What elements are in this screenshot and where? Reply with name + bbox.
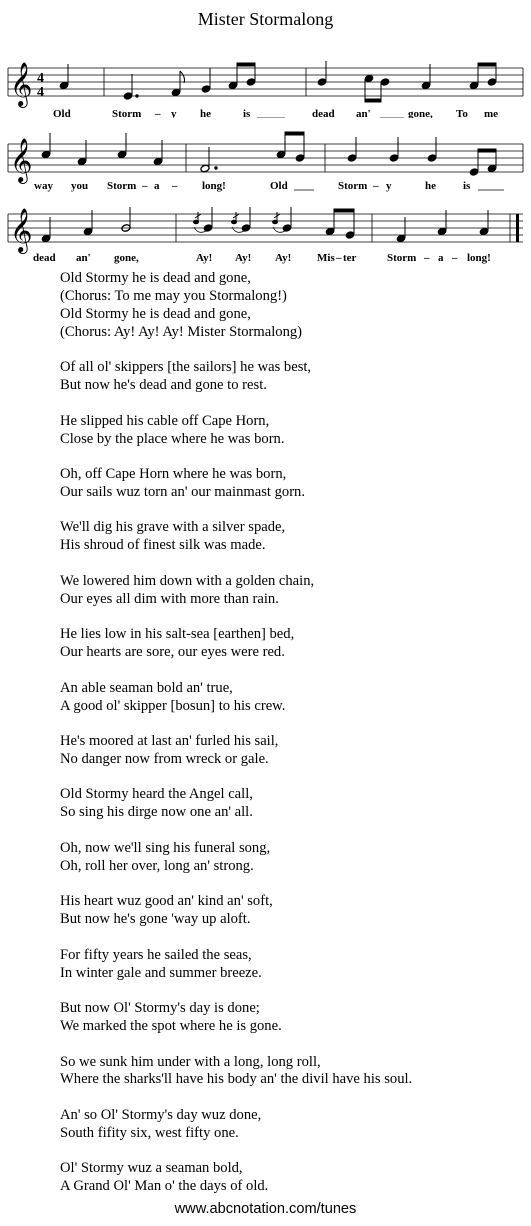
note (437, 227, 447, 235)
stanza-line: Our sails wuz torn an' our mainmast gorn. (60, 483, 306, 500)
note (317, 78, 327, 86)
stanza (60, 840, 412, 876)
lyric: Storm (387, 252, 417, 264)
stanza-line: Our hearts are sore, our eyes were red. (60, 644, 285, 661)
note (59, 81, 69, 89)
stanza (60, 1107, 412, 1143)
stanza-line: We'll dig his grave with a silver spade, (60, 519, 286, 536)
lyric: Storm (338, 180, 368, 192)
note (347, 154, 357, 162)
stanza-line: A good ol' skipper [bosun] to his crew. (60, 697, 286, 714)
stanza-line: Where the sharks'll have his body an' the divil have his soul. (60, 1071, 413, 1088)
stanza-line: He's moored at last an' furled his sail, (60, 733, 279, 750)
lyric: Ay! (275, 252, 292, 264)
lyric: you (71, 180, 89, 192)
stanza (60, 680, 412, 716)
note (246, 78, 256, 86)
note (469, 81, 479, 89)
stanza-line: Old Stormy heard the Angel call, (60, 786, 253, 803)
stanza-line: (Chorus: Ay! Ay! Ay! Mister Stormalong) (60, 323, 303, 340)
lyric: Storm (112, 108, 142, 118)
stanza (60, 626, 412, 662)
lyric: – (172, 180, 178, 192)
stanza-line: No danger now from wreck or gale. (60, 750, 269, 767)
lyric: me (484, 108, 499, 118)
lyric: long! (467, 252, 491, 264)
stanza-line: Old Stormy he is dead and gone, (60, 270, 251, 286)
note (487, 164, 497, 172)
stanza-line: For fifty years he sailed the seas, (60, 946, 252, 963)
note (201, 85, 211, 93)
stanza-line: Old Stormy he is dead and gone, (60, 305, 251, 322)
lyric: dead (33, 252, 56, 264)
lyric: – (424, 252, 430, 264)
stanza (60, 893, 412, 929)
stanza-line: We marked the spot where he is gone. (60, 1018, 282, 1034)
stanza-line: Oh, now we'll sing his funeral song, (60, 839, 271, 856)
stanza-line: A Grand Ol' Man o' the days of old. (60, 1178, 269, 1195)
lyric: an' (76, 252, 91, 264)
note (364, 74, 374, 82)
stanza-line: An' so Ol' Stormy's day wuz done, (60, 1106, 262, 1123)
treble-clef-icon: 𝄞 (10, 138, 33, 182)
stanza-line: Ol' Stormy wuz a seaman bold, (60, 1160, 243, 1177)
stanza-line: But now Ol' Stormy's day is done; (60, 1000, 260, 1017)
note (200, 164, 210, 173)
stanza-line: But now he's dead and gone to rest. (60, 377, 267, 394)
lyric: – (373, 180, 379, 192)
note (295, 154, 305, 162)
staff-line-1 (0, 58, 531, 118)
lyric: y (386, 180, 392, 192)
note (345, 231, 355, 239)
lyric: is (463, 180, 471, 192)
stanza-line: His shroud of finest silk was made. (60, 537, 266, 554)
stanza-line: We lowered him down with a golden chain, (60, 572, 315, 589)
lyric: Old (270, 180, 288, 192)
lyric: – (452, 252, 458, 264)
stanza (60, 466, 412, 502)
staff-line-2 (0, 130, 531, 194)
stanza-line: So sing his dirge now one an' all. (60, 804, 253, 821)
stanza-line: His heart wuz good an' kind an' soft, (60, 893, 273, 910)
lyric: long! (202, 180, 226, 192)
staff-line-3 (0, 200, 531, 264)
note (83, 227, 93, 235)
treble-clef-icon: 𝄞 (10, 62, 33, 106)
lyric: – (142, 180, 148, 192)
stanza (60, 519, 412, 555)
stanza-line: An able seaman bold an' true, (60, 679, 233, 696)
stanza-line: He slipped his cable off Cape Horn, (60, 412, 270, 429)
note (427, 154, 437, 162)
note (117, 150, 127, 158)
note (77, 157, 87, 165)
stanza-line: Of all ol' skippers [the sailors] he was best, (60, 359, 312, 376)
stanza (60, 1160, 412, 1196)
tune-title: Mister Stormalong (197, 9, 334, 29)
note (153, 157, 163, 165)
stanza-line: He lies low in his salt-sea [earthen] bed, (60, 626, 295, 643)
stanza (60, 1054, 412, 1090)
lyric: To (456, 108, 468, 118)
lyric: he (425, 180, 436, 192)
stanza-line: (Chorus: To me may you Stormalong!) (60, 287, 287, 304)
note (41, 234, 51, 242)
time-signature-top: 4 (37, 71, 44, 86)
lyric: Storm (107, 180, 137, 192)
note (325, 227, 335, 235)
note (421, 81, 431, 89)
lyric: y (171, 108, 177, 118)
verses-block (60, 270, 412, 1214)
lyric: gone, (114, 252, 139, 264)
lyric: Ay! (235, 252, 252, 264)
stanza-line: Close by the place where he was born. (60, 430, 285, 447)
lyric: – (155, 108, 161, 118)
footer-url: www.abcnotation.com/tunes (174, 1201, 357, 1217)
time-signature-bottom: 4 (37, 85, 44, 100)
treble-clef-icon: 𝄞 (10, 208, 33, 252)
stanza (60, 270, 412, 342)
note (389, 154, 399, 162)
stanza (60, 947, 412, 983)
lyric: Old (53, 108, 71, 118)
note (276, 150, 286, 158)
stanza-line: Our eyes all dim with more than rain. (60, 590, 279, 607)
stanza-line: South fifity six, west fifty one. (60, 1124, 239, 1141)
stanza (60, 786, 412, 822)
lyric: dead (312, 108, 335, 118)
lyric: a (154, 180, 160, 192)
note (469, 168, 479, 176)
note (487, 78, 497, 86)
note (282, 224, 292, 232)
note (479, 227, 489, 235)
note (396, 234, 406, 242)
lyric: ter (343, 252, 357, 264)
stanza (60, 1000, 412, 1036)
stanza-line: Oh, off Cape Horn where he was born, (60, 466, 287, 483)
lyric: – (336, 252, 342, 264)
lyric: Ay! (196, 252, 213, 264)
stanza (60, 359, 412, 395)
note (241, 224, 251, 232)
final-barline (516, 214, 519, 242)
lyric: way (34, 180, 53, 192)
lyric: he (200, 108, 211, 118)
stanza (60, 573, 412, 609)
note (171, 88, 181, 96)
stanza (60, 733, 412, 769)
note (41, 150, 51, 158)
stanza-line: Oh, roll her over, long an' strong. (60, 857, 254, 874)
stanza-line: But now he's gone 'way up aloft. (60, 911, 251, 928)
note (380, 78, 390, 86)
lyric: an' (356, 108, 371, 118)
lyric: is (243, 108, 251, 118)
stanza-line: In winter gale and summer breeze. (60, 964, 262, 981)
stanza-line: So we sunk him under with a long, long roll, (60, 1053, 321, 1070)
lyric: Mis (317, 252, 335, 264)
lyric: a (438, 252, 444, 264)
note (123, 92, 133, 100)
note (228, 81, 238, 89)
stanza (60, 413, 412, 449)
lyric: gone, (408, 108, 433, 118)
note (203, 224, 213, 232)
